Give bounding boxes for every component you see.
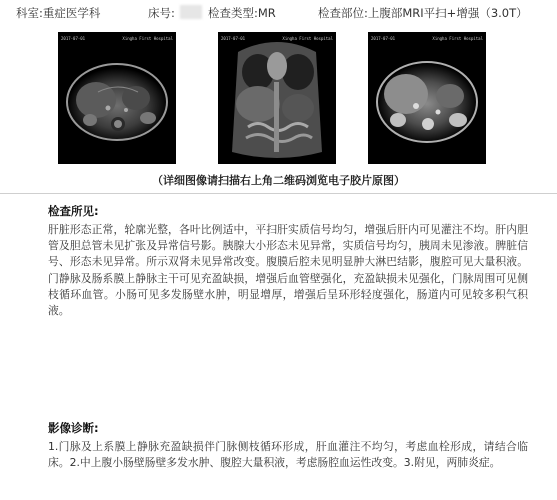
scan-3-hospital: Xingha First Hospital bbox=[432, 36, 483, 41]
mr-scan-axial-2-image bbox=[368, 32, 486, 164]
report-header bbox=[0, 0, 557, 24]
image-caption: （详细图像请扫描右上角二维码浏览电子胶片原图） bbox=[152, 174, 405, 187]
diagnosis-text: 1.门脉及上系膜上静脉充盈缺损伴门脉侧枝循环形成，肝血灌注不均匀，考虑血栓形成，请结合临床。2.中上腹小肠壁肠壁多发水肿、腹腔大量积液，考虑肠腔血运性改变。3.附见，两肺炎症。 bbox=[48, 440, 528, 470]
mr-scan-axial-1[interactable] bbox=[58, 32, 176, 164]
findings-text: 肝脏形态正常，轮廓光整，各叶比例适中，平扫肝实质信号均匀，增强后肝内可见灌注不均。肝内胆管及胆总管未见扩张及异常信号影。胰腺大小形态未见异常，实质信号均匀，胰周未见渗液。脾脏信号、形态未见异常。所示双肾未见异常改变。腹膜后腔未见明显肿大淋巴结影，腹腔可见大量积液。门静脉及肠系膜上静脉主干可见充盈缺损，增强后血管壁强化，充盈缺损未见强化，门脉周围可见侧枝循环血管。小肠可见多发肠壁水肿，明显增厚，增强后呈环形轻度强化，肠道内可见较多积气积液。 bbox=[48, 223, 528, 318]
diagnosis-title: 影像诊断: bbox=[48, 421, 99, 435]
findings-title: 检查所见: bbox=[48, 204, 99, 218]
scan-1-date: 2017-07-01 bbox=[61, 36, 86, 41]
scan-2-date: 2017-07-01 bbox=[221, 36, 246, 41]
mr-scan-coronal-image bbox=[218, 32, 336, 164]
scan-images-row bbox=[0, 26, 557, 171]
mr-scan-axial-1-image bbox=[58, 32, 176, 164]
exam-site-label: 检查部位:上腹部MRI平扫+增强（3.0T） bbox=[318, 6, 528, 20]
bed-number-label: 床号: bbox=[148, 6, 175, 20]
exam-type-label: 检查类型:MR bbox=[208, 6, 276, 20]
mr-scan-axial-2[interactable] bbox=[368, 32, 486, 164]
scan-1-hospital: Xingha First Hospital bbox=[122, 36, 173, 41]
redacted-bed-number bbox=[180, 5, 202, 19]
department-label: 科室:重症医学科 bbox=[16, 6, 101, 20]
divider-top bbox=[0, 193, 557, 194]
scan-2-hospital: Xingha First Hospital bbox=[282, 36, 333, 41]
mr-scan-coronal[interactable] bbox=[218, 32, 336, 164]
scan-3-date: 2017-07-01 bbox=[371, 36, 396, 41]
